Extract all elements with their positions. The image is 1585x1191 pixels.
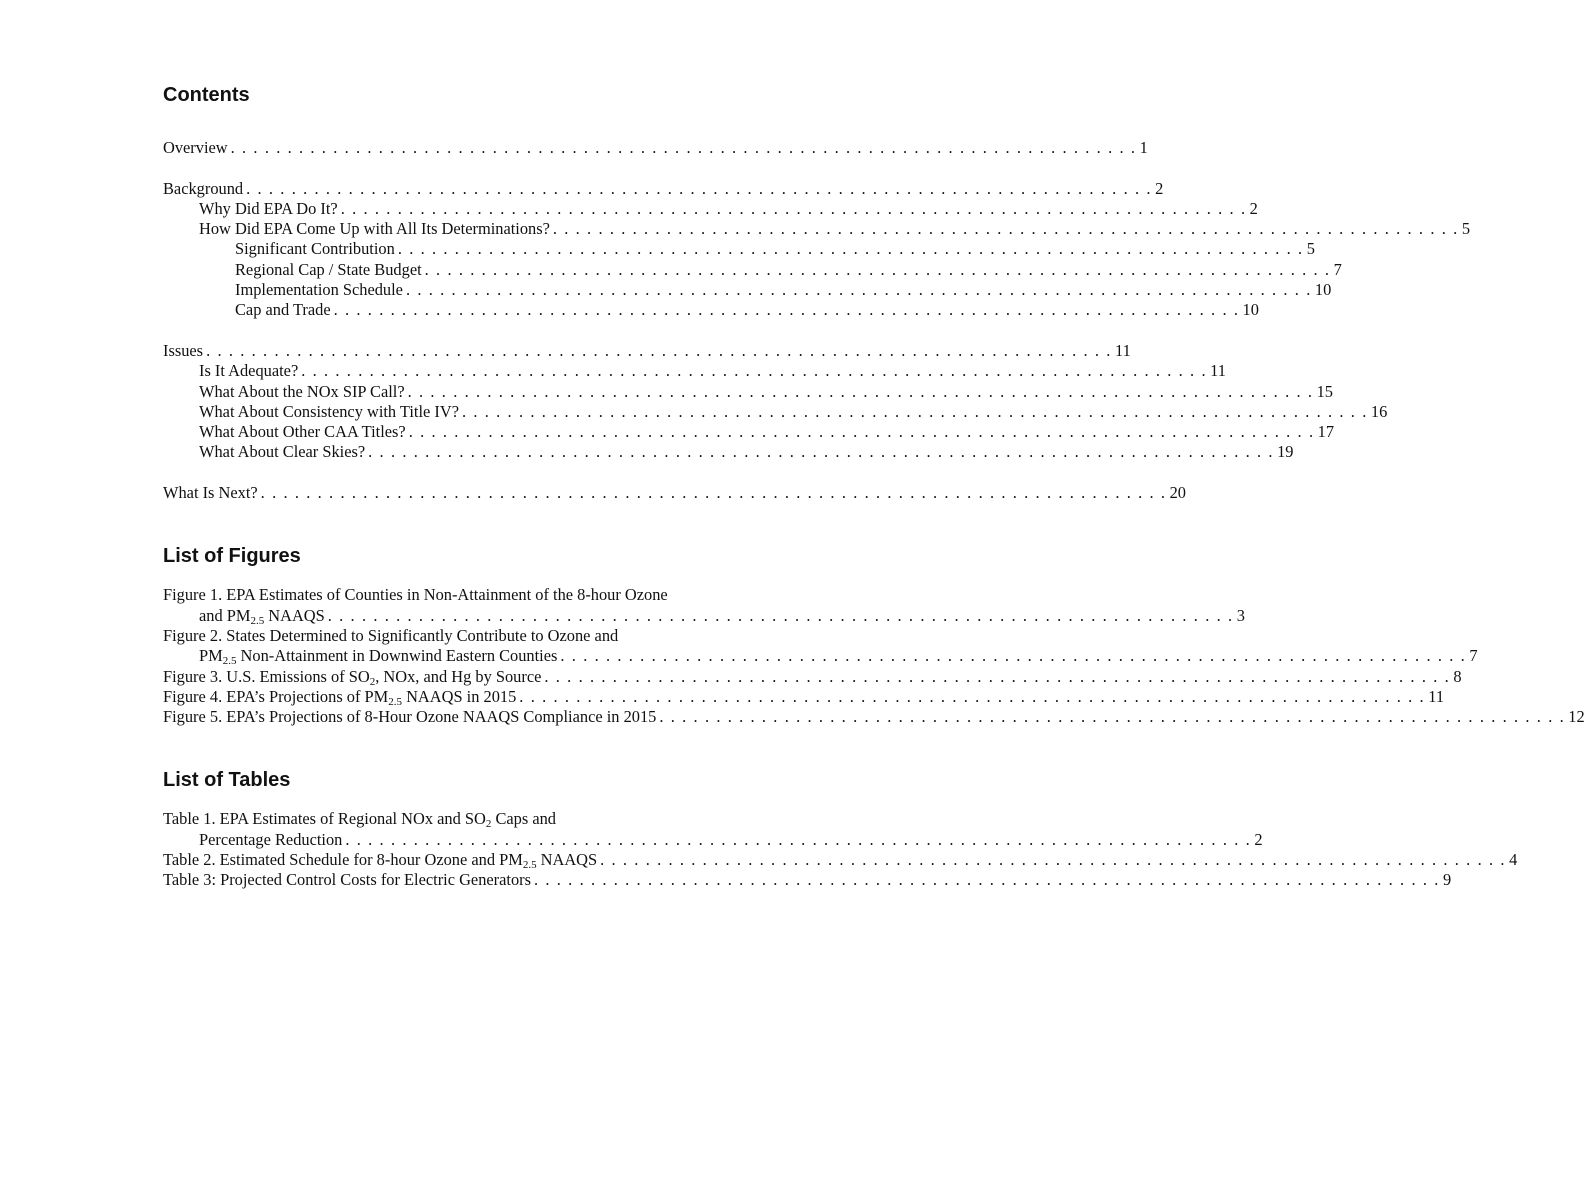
table-entry-1[interactable]: Table 1. EPA Estimates of Regional NOx and $SO_2$ Caps and Percentage Reduction . . . . . . . . . . . . . . . . . . . . . . . . . . . . . . . . . . . . . . . . . . . . . . . . . . . . . . . . . . . . . . . . . . . . . . . . . . . . . . . . 2 [163,809,1263,849]
toc-entry-page: 2 [1155,178,1164,198]
toc-entry-page: 11 [1115,340,1131,360]
tables-list [163,809,1518,890]
toc-entry-overview[interactable]: Overview . . . . . . . . . . . . . . . . . . . . . . . . . . . . . . . . . . . . . . . . . . . . . . . . . . . . . . . . . . . . . . . . . . . . . . . . . . . . . . . . 1 [163,138,1148,157]
table-entry-text: Table 2. Estimated Schedule for 8-hour Ozone and PM [163,850,523,870]
toc-entry-page: 15 [1316,381,1333,401]
toc-entry-title: Implementation Schedule [235,280,403,300]
toc-entry-clear-skies[interactable]: What About Clear Skies? . . . . . . . . . . . . . . . . . . . . . . . . . . . . . . . . . . . . . . . . . . . . . . . . . . . . . . . . . . . . . . . . . . . . . . . . . . . . . . . . 19 [199,442,1294,462]
figure-entry-text: Figure 4. EPA’s Projections of PM [163,686,389,706]
figure-entry-page: 7 [1469,646,1478,666]
toc-entry-implementation-schedule[interactable]: Implementation Schedule . . . . . . . . . . . . . . . . . . . . . . . . . . . . . . . . . . . . . . . . . . . . . . . . . . . . . . . . . . . . . . . . . . . . . . . . . . . . . . . . 10 [235,280,1332,300]
table-entry-text: Table 3: Projected Control Costs for Electric Generators [163,870,531,890]
toc-entry-page: 19 [1277,442,1294,462]
subscript: 2.5 [388,695,402,708]
figure-entry-text: Non-Attainment in Downwind Eastern Counties [236,646,558,666]
toc-entry-title: Significant Contribution [235,239,395,259]
toc-entry-nox-sip[interactable]: What About the NOx SIP Call? . . . . . . . . . . . . . . . . . . . . . . . . . . . . . . . . . . . . . . . . . . . . . . . . . . . . . . . . . . . . . . . . . . . . . . . . . . . . . . . . 15 [199,381,1333,401]
figure-entry-1[interactable]: Figure 1. EPA Estimates of Counties in Non-Attainment of the 8-hour Ozone and $PM_{2.5}$ NAAQS . . . . . . . . . . . . . . . . . . . . . . . . . . . . . . . . . . . . . . . . . . . . . . . . . . . . . . . . . . . . . . . . . . . . . . . . . . . . . . . . 3 [163,585,1245,627]
toc-entry-why-epa[interactable]: Why Did EPA Do It? . . . . . . . . . . . . . . . . . . . . . . . . . . . . . . . . . . . . . . . . . . . . . . . . . . . . . . . . . . . . . . . . . . . . . . . . . . . . . . . . 2 [199,198,1258,218]
table-entry-2[interactable]: Table 2. Estimated Schedule for 8-hour Ozone and $PM_{2.5}$ NAAQS . . . . . . . . . . . . . . . . . . . . . . . . . . . . . . . . . . . . . . . . . . . . . . . . . . . . . . . . . . . . . . . . . . . . . . . . . . . . . . . . 4 [163,850,1518,872]
figure-entry-text: Figure 5. EPA’s Projections of 8-Hour Ozone NAAQS Compliance in 2015 [163,707,657,727]
figure-entry-4[interactable]: Figure 4. EPA’s Projections of $PM_{2.5}$ NAAQS in 2015 . . . . . . . . . . . . . . . . . . . . . . . . . . . . . . . . . . . . . . . . . . . . . . . . . . . . . . . . . . . . . . . . . . . . . . . . . . . . . . . . 11 [163,686,1445,708]
figure-entry-text: NAAQS in 2015 [402,686,517,706]
figure-entry-2[interactable]: Figure 2. States Determined to Significantly Contribute to Ozone and $PM_{2.5}$ Non-Attainment in Downwind Eastern Counties . . . . . . . . . . . . . . . . . . . . . . . . . . . . . . . . . . . . . . . . . . . . . . . . . . . . . . . . . . . . . . . . . . . . . . . . . . . . . . . . 7 [163,625,1478,668]
table-entry-3[interactable]: Table 3: Projected Control Costs for Electric Generators . . . . . . . . . . . . . . . . . . . . . . . . . . . . . . . . . . . . . . . . . . . . . . . . . . . . . . . . . . . . . . . . . . . . . . . . . . . . . . . . 9 [163,870,1452,890]
toc-entry-title: What About the NOx SIP Call? [199,381,405,401]
table-entry-page: 4 [1509,850,1518,870]
table-entry-text: Table 1. EPA Estimates of Regional NOx and SO [163,809,486,829]
figure-entry-text: PM [199,646,223,666]
toc-entry-title: What About Consistency with Title IV? [199,401,459,421]
toc-entry-title: Cap and Trade [235,300,331,320]
table-entry-text: Percentage Reduction [199,829,343,849]
toc-entry-cap-and-trade[interactable]: Cap and Trade . . . . . . . . . . . . . . . . . . . . . . . . . . . . . . . . . . . . . . . . . . . . . . . . . . . . . . . . . . . . . . . . . . . . . . . . . . . . . . . . 10 [235,300,1259,320]
table-entry-text: Caps and [491,809,556,829]
contents-heading: Contents [163,84,250,106]
toc-entry-determinations[interactable]: How Did EPA Come Up with All Its Determinations? . . . . . . . . . . . . . . . . . . . . . . . . . . . . . . . . . . . . . . . . . . . . . . . . . . . . . . . . . . . . . . . . . . . . . . . . . . . . . . . . 5 [199,219,1471,239]
subscript: 2.5 [250,614,265,627]
toc-entry-page: 10 [1314,280,1332,300]
figure-entry-3[interactable]: Figure 3. U.S. Emissions of $SO_2$, NOx, and Hg by Source . . . . . . . . . . . . . . . . . . . . . . . . . . . . . . . . . . . . . . . . . . . . . . . . . . . . . . . . . . . . . . . . . . . . . . . . . . . . . . . . 8 [163,666,1462,688]
toc-entry-title-iv[interactable]: What About Consistency with Title IV? . . . . . . . . . . . . . . . . . . . . . . . . . . . . . . . . . . . . . . . . . . . . . . . . . . . . . . . . . . . . . . . . . . . . . . . . . . . . . . . . 16 [199,401,1388,421]
toc-entry-page: 16 [1370,401,1388,421]
toc-entry-title: Overview [163,138,228,157]
toc-entry-title: Background [163,178,244,198]
toc-entry-title: What About Clear Skies? [199,442,366,462]
toc-entry-page: 10 [1242,300,1259,320]
table-entry-text: NAAQS [536,850,598,870]
toc-entry-page: 7 [1333,259,1342,279]
subscript: 2.5 [522,859,537,872]
contents-list [163,138,1471,503]
toc-entry-page: 5 [1306,239,1315,259]
subscript: 2 [485,818,492,831]
figure-entry-page: 8 [1453,666,1462,686]
table-entry-page: 9 [1442,870,1452,890]
toc-entry-page: 11 [1210,361,1226,381]
toc-entry-title: Regional Cap / State Budget [235,259,422,279]
toc-entry-significant-contribution[interactable]: Significant Contribution . . . . . . . . . . . . . . . . . . . . . . . . . . . . . . . . . . . . . . . . . . . . . . . . . . . . . . . . . . . . . . . . . . . . . . . . . . . . . . . . 5 [235,239,1315,259]
figure-entry-text: Figure 3. U.S. Emissions of SO [163,666,370,686]
toc-entry-title: Why Did EPA Do It? [199,198,338,218]
toc-entry-adequate[interactable]: Is It Adequate? . . . . . . . . . . . . . . . . . . . . . . . . . . . . . . . . . . . . . . . . . . . . . . . . . . . . . . . . . . . . . . . . . . . . . . . . . . . . . . . . 11 [199,361,1226,381]
toc-entry-issues[interactable]: Issues . . . . . . . . . . . . . . . . . . . . . . . . . . . . . . . . . . . . . . . . . . . . . . . . . . . . . . . . . . . . . . . . . . . . . . . . . . . . . . . . 11 [163,340,1131,360]
toc-entry-background[interactable]: Background . . . . . . . . . . . . . . . . . . . . . . . . . . . . . . . . . . . . . . . . . . . . . . . . . . . . . . . . . . . . . . . . . . . . . . . . . . . . . . . . 2 [163,178,1164,198]
toc-entry-title: Issues [163,340,204,360]
toc-entry-title: What Is Next? [163,483,258,503]
toc-entry-regional-cap[interactable]: Regional Cap / State Budget . . . . . . . . . . . . . . . . . . . . . . . . . . . . . . . . . . . . . . . . . . . . . . . . . . . . . . . . . . . . . . . . . . . . . . . . . . . . . . . . 7 [235,259,1342,279]
toc-entry-page: 2 [1249,198,1258,218]
toc-entry-page: 20 [1169,483,1186,503]
tables-heading: List of Tables [163,769,291,792]
figure-entry-line1: Figure 2. States Determined to Significantly Contribute to Ozone and [163,625,619,645]
toc-entry-title: What About Other CAA Titles? [199,422,406,442]
subscript: 2.5 [222,655,237,668]
figure-entry-text: NAAQS [264,605,325,625]
figure-entry-text: and PM [199,605,251,625]
subscript: 2 [369,675,376,688]
figure-entry-page: 12 [1568,707,1585,727]
document-page [163,82,1585,891]
toc-entry-other-caa[interactable]: What About Other CAA Titles? . . . . . . . . . . . . . . . . . . . . . . . . . . . . . . . . . . . . . . . . . . . . . . . . . . . . . . . . . . . . . . . . . . . . . . . . . . . . . . . . 17 [199,422,1335,442]
toc-entry-page: 1 [1139,138,1148,157]
figure-entry-page: 3 [1236,605,1245,625]
figure-entry-5[interactable]: Figure 5. EPA’s Projections of 8-Hour Ozone NAAQS Compliance in 2015 . . . . . . . . . . . . . . . . . . . . . . . . . . . . . . . . . . . . . . . . . . . . . . . . . . . . . . . . . . . . . . . . . . . . . . . . . . . . . . . . 12 [163,707,1585,727]
toc-entry-title: Is It Adequate? [199,361,299,381]
figure-entry-line1: Figure 1. EPA Estimates of Counties in Non-Attainment of the 8-hour Ozone [163,585,668,605]
figures-heading: List of Figures [163,545,301,568]
figures-list [163,585,1585,727]
toc-entry-page: 5 [1461,219,1471,239]
toc-entry-what-next[interactable]: What Is Next? . . . . . . . . . . . . . . . . . . . . . . . . . . . . . . . . . . . . . . . . . . . . . . . . . . . . . . . . . . . . . . . . . . . . . . . . . . . . . . . . 20 [163,483,1186,503]
figure-entry-page: 11 [1428,686,1445,706]
toc-entry-page: 17 [1317,422,1335,442]
table-entry-page: 2 [1254,829,1263,849]
figure-entry-text: , NOx, and Hg by Source [375,666,542,686]
toc-entry-title: How Did EPA Come Up with All Its Determinations? [199,219,550,239]
